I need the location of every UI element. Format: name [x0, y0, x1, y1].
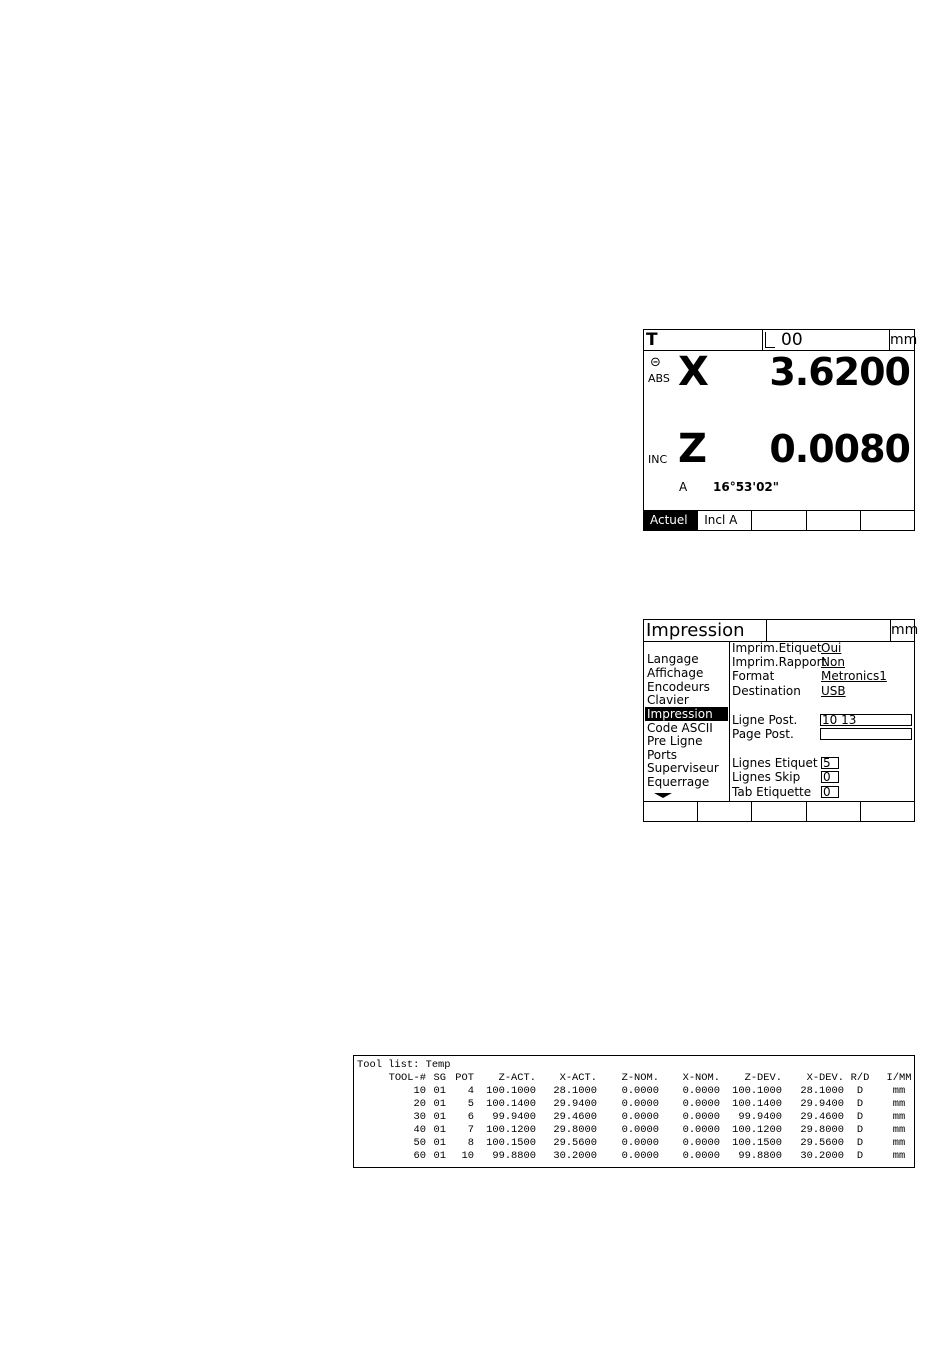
- table-cell: 10: [461, 1150, 474, 1162]
- unit-label: mm: [890, 620, 915, 641]
- table-cell: 01: [433, 1137, 446, 1149]
- setup-menu: [644, 642, 730, 802]
- table-header-cell: X-DEV.: [806, 1072, 844, 1084]
- lignes-etiquet-label: Lignes Etiquet: [732, 756, 818, 770]
- table-cell: 0.0000: [621, 1124, 659, 1136]
- table-header-cell: Z-DEV.: [744, 1072, 782, 1084]
- unit-label: mm: [890, 332, 918, 348]
- softkey-2[interactable]: [698, 802, 752, 821]
- table-cell: 28.1000: [800, 1085, 844, 1097]
- table-cell: mm: [892, 1150, 906, 1162]
- table-cell: mm: [892, 1098, 906, 1110]
- ligne-post-input[interactable]: 10 13: [820, 714, 912, 726]
- table-header-cell: X-ACT.: [559, 1072, 597, 1084]
- table-cell: 29.9400: [800, 1098, 844, 1110]
- table-cell: 29.9400: [553, 1098, 597, 1110]
- table-cell: 4: [467, 1085, 474, 1097]
- table-cell: 100.1500: [486, 1137, 536, 1149]
- table-cell: 29.8000: [553, 1124, 597, 1136]
- tool-number: 00: [781, 330, 803, 350]
- table-cell: mm: [892, 1124, 906, 1136]
- z-axis-label: Z: [678, 426, 708, 472]
- table-cell: 01: [433, 1085, 446, 1097]
- table-header-cell: POT: [455, 1072, 474, 1084]
- table-cell: 29.5600: [553, 1137, 597, 1149]
- tab-etiquette-label: Tab Etiquette: [732, 785, 812, 799]
- page-post-input[interactable]: [820, 728, 912, 740]
- table-cell: 28.1000: [553, 1085, 597, 1097]
- imprim-rapport-value[interactable]: Non: [821, 655, 845, 669]
- softkey-3[interactable]: [752, 802, 806, 821]
- table-cell: D: [856, 1111, 864, 1123]
- table-cell: 01: [433, 1150, 446, 1162]
- imprim-etiquet-value[interactable]: Oui: [821, 641, 842, 655]
- table-cell: 99.9400: [738, 1111, 782, 1123]
- scroll-down-icon[interactable]: [654, 793, 672, 798]
- table-cell: 01: [433, 1111, 446, 1123]
- table-cell: 30.2000: [553, 1150, 597, 1162]
- table-cell: 100.1200: [732, 1124, 782, 1136]
- datum-icon: ⊝: [650, 355, 661, 370]
- table-cell: 99.9400: [492, 1111, 536, 1123]
- table-header-cell: Z-ACT.: [498, 1072, 536, 1084]
- table-cell: D: [856, 1137, 864, 1149]
- softkey-incl-a[interactable]: Incl A: [698, 511, 752, 530]
- lignes-skip-label: Lignes Skip: [732, 770, 801, 784]
- softkey-actuel[interactable]: Actuel: [644, 511, 698, 530]
- menu-item-ports[interactable]: Ports: [647, 748, 678, 762]
- softkey-3[interactable]: [752, 511, 806, 530]
- table-cell: 01: [433, 1124, 446, 1136]
- printout-title: Tool list: Temp: [357, 1059, 451, 1071]
- impression-setup-screen: [643, 619, 919, 822]
- table-header-cell: Z-NOM.: [621, 1072, 659, 1084]
- destination-label: Destination: [732, 684, 801, 698]
- table-cell: 0.0000: [621, 1150, 659, 1162]
- dro-softkey-bar: [644, 510, 914, 530]
- softkey-1[interactable]: [644, 802, 698, 821]
- table-cell: 100.1400: [732, 1098, 782, 1110]
- table-cell: 8: [467, 1137, 474, 1149]
- lignes-etiquet-input[interactable]: 5: [821, 757, 839, 769]
- menu-item-pre-ligne[interactable]: Pre Ligne: [647, 734, 703, 748]
- abs-indicator: ABS: [648, 372, 670, 385]
- table-cell: 60: [413, 1150, 426, 1162]
- x-axis-label: X: [678, 349, 709, 395]
- table-cell: 7: [467, 1124, 474, 1136]
- table-cell: D: [856, 1150, 864, 1162]
- table-cell: 0.0000: [621, 1098, 659, 1110]
- table-header-cell: I/MM: [886, 1072, 912, 1084]
- table-cell: 100.1200: [486, 1124, 536, 1136]
- softkey-4[interactable]: [807, 802, 861, 821]
- table-cell: 0.0000: [682, 1098, 720, 1110]
- table-cell: 100.1000: [732, 1085, 782, 1097]
- table-cell: 0.0000: [621, 1137, 659, 1149]
- format-label: Format: [732, 669, 775, 683]
- softkey-5[interactable]: [861, 511, 914, 530]
- ligne-post-label: Ligne Post.: [732, 713, 798, 727]
- softkey-5[interactable]: [861, 802, 914, 821]
- lignes-skip-input[interactable]: 0: [821, 771, 839, 783]
- table-cell: mm: [892, 1111, 906, 1123]
- table-cell: 99.8800: [492, 1150, 536, 1162]
- table-cell: 01: [433, 1098, 446, 1110]
- table-cell: 29.4600: [800, 1111, 844, 1123]
- table-cell: 5: [467, 1098, 474, 1110]
- table-cell: 0.0000: [621, 1085, 659, 1097]
- format-value[interactable]: Metronics1: [821, 669, 887, 683]
- table-cell: mm: [892, 1085, 906, 1097]
- table-cell: 0.0000: [682, 1150, 720, 1162]
- table-cell: 30.2000: [800, 1150, 844, 1162]
- table-cell: 10: [413, 1085, 426, 1097]
- angle-value: 16°53'02": [713, 480, 780, 494]
- dro-position-screen: [643, 329, 918, 531]
- imprim-rapport-label: Imprim.Rapport: [732, 655, 827, 669]
- table-cell: 6: [467, 1111, 474, 1123]
- menu-item-equerrage[interactable]: Equerrage: [647, 775, 710, 789]
- table-cell: 30: [413, 1111, 426, 1123]
- x-axis-value: 3.6200: [769, 350, 910, 394]
- tool-number-field: [763, 330, 890, 350]
- table-cell: D: [856, 1124, 864, 1136]
- table-header-cell: X-NOM.: [682, 1072, 720, 1084]
- table-cell: 99.8800: [738, 1150, 782, 1162]
- softkey-4[interactable]: [807, 511, 861, 530]
- impression-title-bar: [644, 620, 919, 642]
- menu-item-impression[interactable]: Impression: [645, 707, 728, 721]
- table-cell: 100.1400: [486, 1098, 536, 1110]
- dro-status-bar: [644, 330, 918, 351]
- table-cell: 20: [413, 1098, 426, 1110]
- destination-value[interactable]: USB: [821, 684, 846, 698]
- table-cell: 0.0000: [682, 1124, 720, 1136]
- page-post-label: Page Post.: [732, 727, 794, 741]
- table-cell: 50: [413, 1137, 426, 1149]
- table-cell: 0.0000: [682, 1085, 720, 1097]
- inc-indicator: INC: [648, 453, 668, 466]
- table-cell: 100.1500: [732, 1137, 782, 1149]
- table-header-cell: R/D: [850, 1072, 870, 1084]
- menu-item-affichage[interactable]: Affichage: [647, 666, 704, 680]
- tool-label: T: [646, 330, 763, 350]
- menu-item-encodeurs[interactable]: Encodeurs: [647, 680, 710, 694]
- table-cell: 0.0000: [621, 1111, 659, 1123]
- table-cell: 29.4600: [553, 1111, 597, 1123]
- screen-title: Impression: [646, 620, 767, 641]
- table-cell: D: [856, 1085, 864, 1097]
- table-cell: 29.5600: [800, 1137, 844, 1149]
- imprim-etiquet-label: Imprim.Etiquet: [732, 641, 822, 655]
- table-cell: D: [856, 1098, 864, 1110]
- tool-list-printout: [353, 1055, 915, 1168]
- menu-item-superviseur[interactable]: Superviseur: [647, 761, 719, 775]
- table-cell: 0.0000: [682, 1111, 720, 1123]
- table-cell: mm: [892, 1137, 906, 1149]
- menu-item-langage[interactable]: Langage: [647, 652, 699, 666]
- table-cell: 29.8000: [800, 1124, 844, 1136]
- impression-softkey-bar: [644, 801, 914, 821]
- menu-item-clavier[interactable]: Clavier: [647, 693, 689, 707]
- table-cell: 100.1000: [486, 1085, 536, 1097]
- table-header-cell: TOOL-#: [388, 1072, 426, 1084]
- z-axis-value: 0.0080: [769, 427, 910, 471]
- tool-offset-icon: [765, 332, 775, 348]
- table-header-cell: SG: [433, 1072, 446, 1084]
- table-cell: 40: [413, 1124, 426, 1136]
- angle-label: A: [679, 480, 688, 494]
- tab-etiquette-input[interactable]: 0: [821, 786, 839, 798]
- table-cell: 0.0000: [682, 1137, 720, 1149]
- menu-item-code-ascii[interactable]: Code ASCII: [647, 721, 713, 735]
